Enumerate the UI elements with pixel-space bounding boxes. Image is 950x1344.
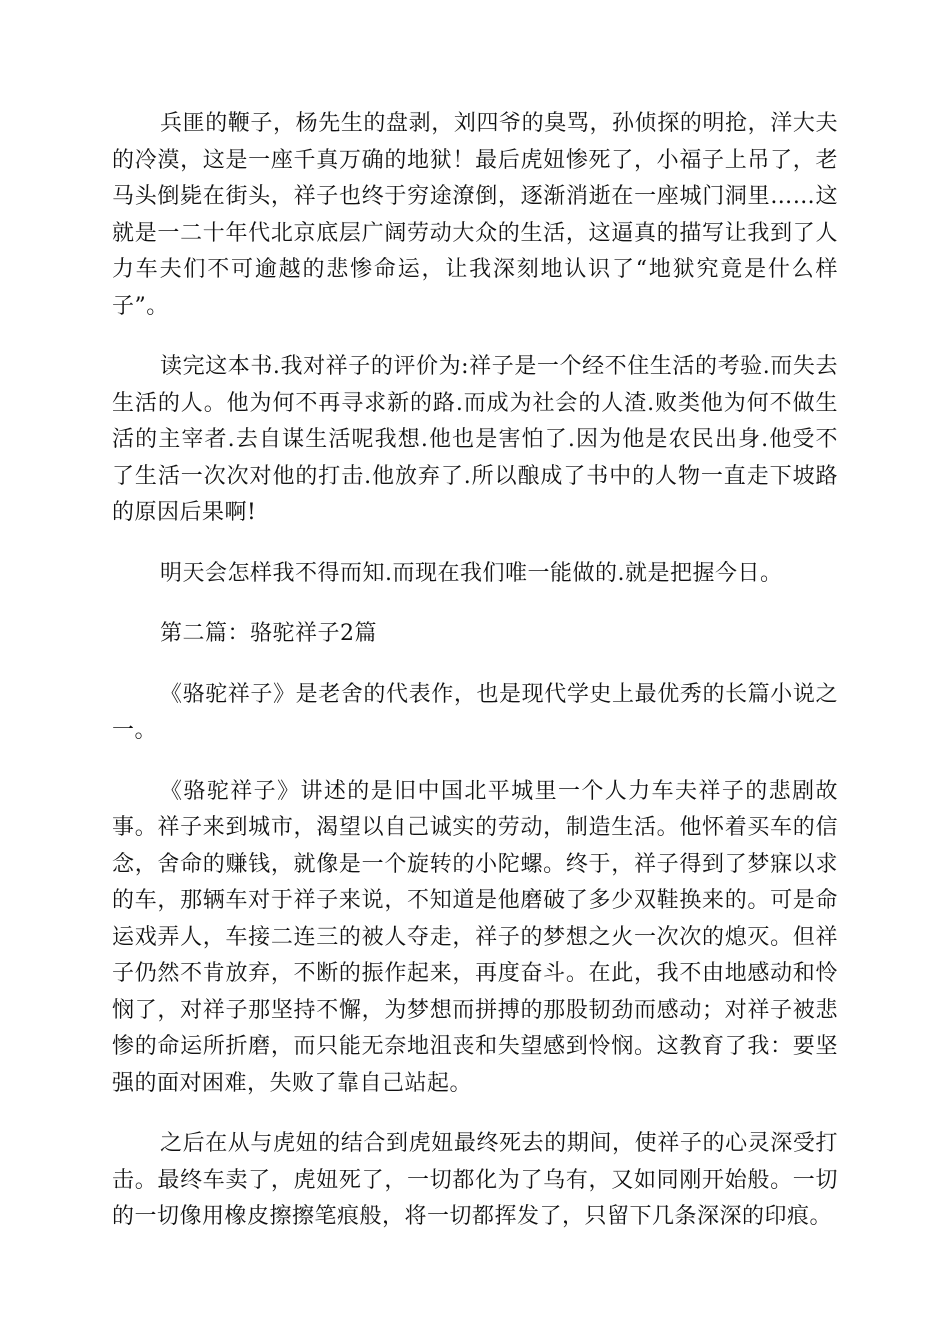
paragraph-gap <box>112 1102 838 1126</box>
paragraph-gap <box>112 592 838 616</box>
paragraph-hell-description: 兵匪的鞭子，杨先生的盘剥，刘四爷的臭骂，孙侦探的明抢，洋大夫的冷漠，这是一座千真万确的地狱！最后虎妞惨死了，小福子上吊了，老马头倒毙在街头，祥子也终于穷途潦倒，逐渐消逝在一座城门洞里……这就是一二十年代北京底层广阔劳动大众的生活，这逼真的描写让我到了人力车夫们不可逾越的悲惨命运，让我深刻地认识了“地狱究竟是什么样子”。 <box>112 111 838 319</box>
section-heading: 第二篇：骆驼祥子2篇 <box>160 621 377 646</box>
paragraph-gap <box>112 325 838 349</box>
paragraph-gap <box>112 750 838 774</box>
paragraph-gap <box>112 653 838 677</box>
document-body <box>112 106 838 1236</box>
paragraph-representative-work: 《骆驼祥子》是老舍的代表作，也是现代学史上最优秀的长篇小说之一。 <box>112 681 838 743</box>
paragraph-gap <box>112 532 838 556</box>
paragraph-story-summary: 《骆驼祥子》讲述的是旧中国北平城里一个人力车夫祥子的悲剧故事。祥子来到城市，渴望以自己诚实的劳动，制造生活。他怀着买车的信念，舍命的赚钱，就像是一个旋转的小陀螺。终于，祥子得到了梦寐以求的车，那辆车对于祥子来说，不知道是他磨破了多少双鞋换来的。可是命运戏弄人，车接二连三的被人夺走，祥子的梦想之火一次次的熄灭。但祥子仍然不肯放弃，不断的振作起来，再度奋斗。在此，我不由地感动和怜悯了，对祥子那坚持不懈，为梦想而拼搏的那股韧劲而感动；对祥子被悲惨的命运所折磨，而只能无奈地沮丧和失望感到怜悯。这教育了我：要坚强的面对困难，失败了靠自己站起。 <box>112 778 838 1096</box>
paragraph-aftermath: 之后在从与虎妞的结合到虎妞最终死去的期间，使祥子的心灵深受打击。最终车卖了，虎妞死了，一切都化为了乌有，又如同刚开始般。一切的一切像用橡皮擦擦笔痕般，将一切都挥发了，只留下几条深深的印痕。 <box>112 1131 838 1229</box>
paragraph-tomorrow: 明天会怎样我不得而知.而现在我们唯一能做的.就是把握今日。 <box>160 560 783 586</box>
paragraph-evaluation: 读完这本书.我对祥子的评价为:祥子是一个经不住生活的考验.而失去生活的人。他为何不再寻求新的路.而成为社会的人渣.败类他为何不做生活的主宰者.去自谋生活呢我想.他也是害怕了.因为他是农民出身.他受不了生活一次次对他的打击.他放弃了.所以酿成了书中的人物一直走下坡路的原因后果啊! <box>112 354 838 525</box>
